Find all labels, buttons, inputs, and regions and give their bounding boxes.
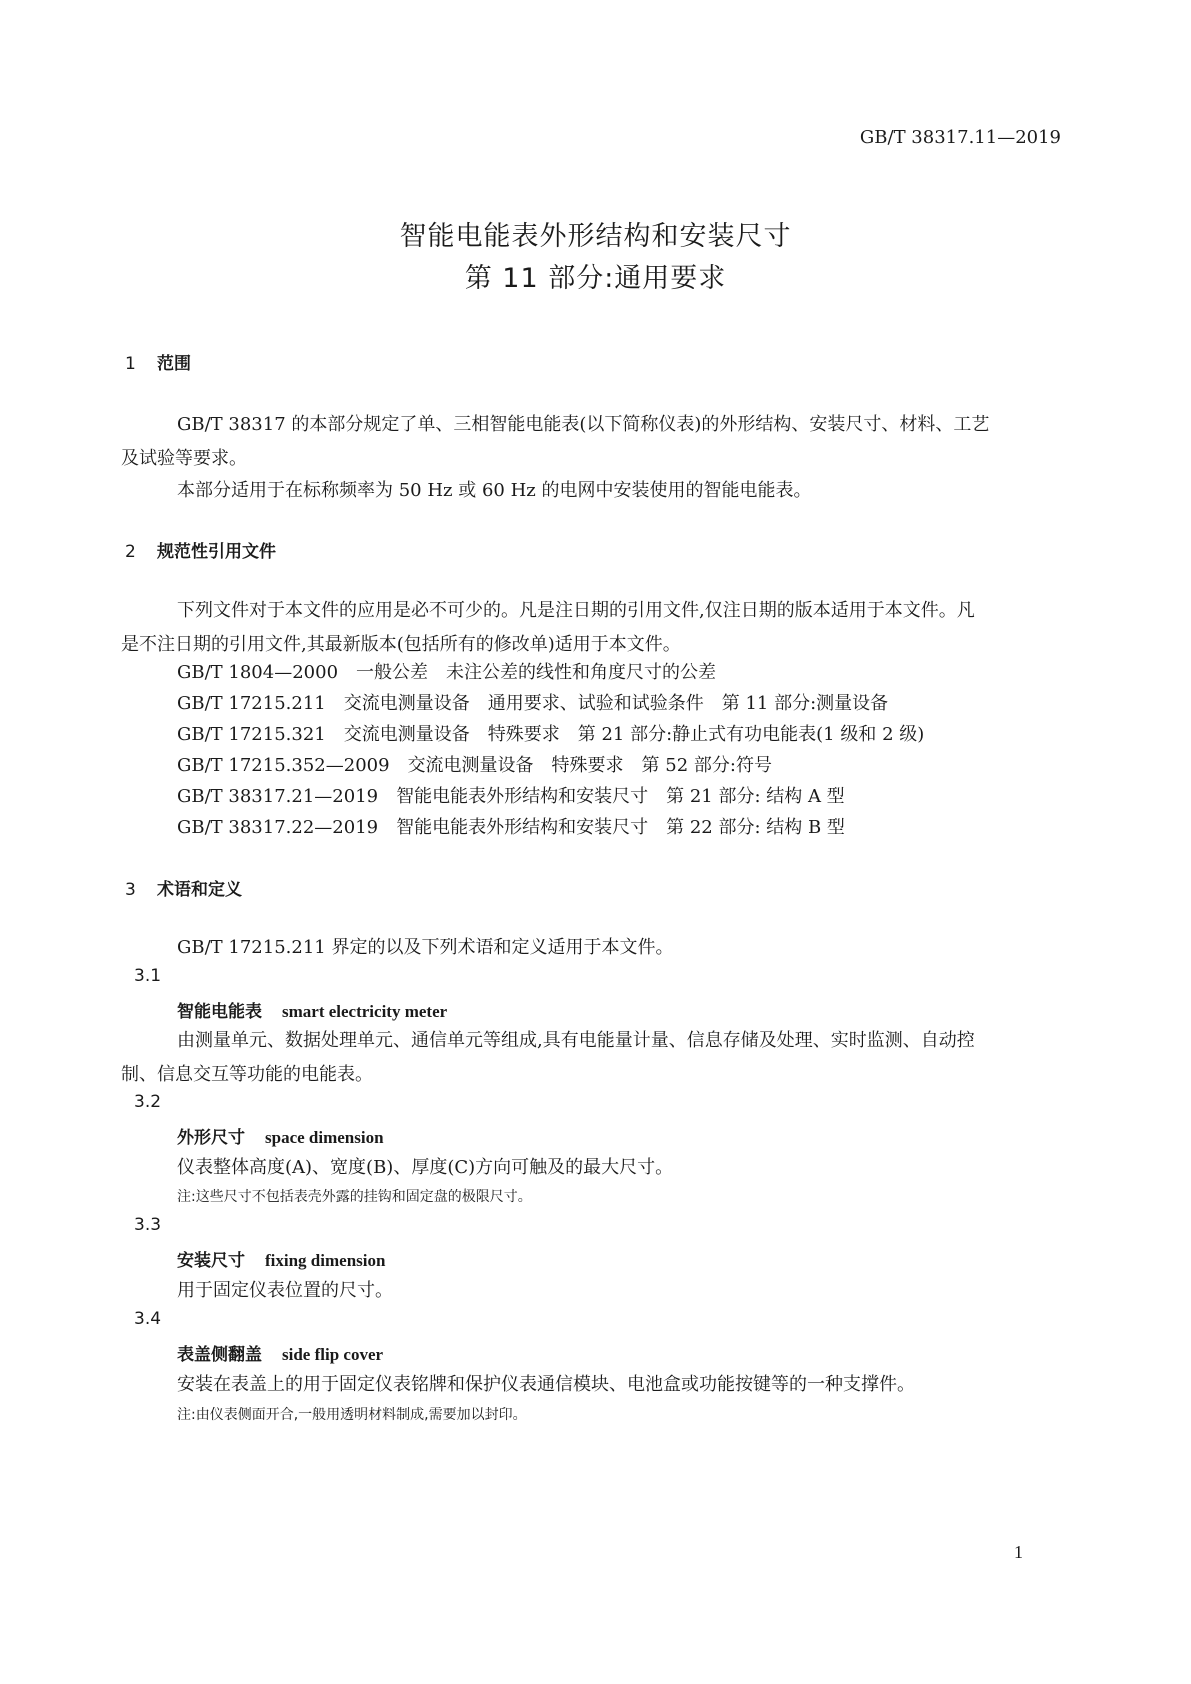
section-title: 术语和定义 [157,880,242,900]
term-number: 3.4 [134,1309,162,1329]
term-definition: 仪表整体高度(A)、宽度(B)、厚度(C)方向可触及的最大尺寸。 [177,1157,674,1178]
reference-item: GB/T 17215.211 交流电测量设备 通用要求、试验和试验条件 第 11 部分:测量设备 [177,693,889,714]
term-number: 3.2 [134,1092,162,1112]
term-note: 注:由仪表侧面开合,一般用透明材料制成,需要加以封印。 [177,1407,527,1423]
section-3-paragraph-1: GB/T 17215.211 界定的以及下列术语和定义适用于本文件。 [177,937,674,958]
term-heading [177,1123,384,1148]
term-en: smart electricity meter [282,1002,448,1021]
section-3-heading [125,875,242,900]
section-title: 规范性引用文件 [157,542,276,562]
section-1-heading [125,349,191,374]
term-en: space dimension [265,1128,384,1147]
term-heading [177,997,447,1022]
term-en: fixing dimension [265,1251,386,1270]
term-definition: 安装在表盖上的用于固定仪表铭牌和保护仪表通信模块、电池盒或功能按键等的一种支撑件。 [177,1374,915,1395]
term-note: 注:这些尺寸不包括表壳外露的挂钩和固定盘的极限尺寸。 [177,1189,532,1205]
term-zh: 外形尺寸 [177,1128,245,1148]
section-2-paragraph-1: 下列文件对于本文件的应用是必不可少的。凡是注日期的引用文件,仅注日期的版本适用于本文件。凡是不注日期的引用文件,其最新版本(包括所有的修改单)适用于本文件。 [121,600,975,655]
reference-item: GB/T 17215.321 交流电测量设备 特殊要求 第 21 部分:静止式有功电能表(1 级和 2 级) [177,724,925,745]
term-heading [177,1246,385,1271]
term-heading [177,1340,383,1365]
term-definition: 用于固定仪表位置的尺寸。 [177,1280,393,1301]
section-number: 2 [125,542,136,562]
term-definition: 由测量单元、数据处理单元、通信单元等组成,具有电能量计量、信息存储及处理、实时监测、自动控制、信息交互等功能的电能表。 [121,1030,975,1085]
page-number: 1 [1014,1542,1023,1562]
reference-item: GB/T 38317.21—2019 智能电能表外形结构和安装尺寸 第 21 部分: 结构 A 型 [177,786,845,807]
section-1-paragraph-1: GB/T 38317 的本部分规定了单、三相智能电能表(以下简称仪表)的外形结构、安装尺寸、材料、工艺及试验等要求。 [121,414,990,469]
section-number: 3 [125,880,136,900]
section-number: 1 [125,354,136,374]
term-zh: 智能电能表 [177,1002,262,1022]
term-number: 3.3 [134,1215,162,1235]
document-title: 智能电能表外形结构和安装尺寸 [399,221,792,252]
term-en: side flip cover [282,1345,384,1364]
reference-item: GB/T 1804—2000 一般公差 未注公差的线性和角度尺寸的公差 [177,662,717,683]
term-number: 3.1 [134,966,162,986]
standard-number: GB/T 38317.11—2019 [859,127,1061,148]
section-2-heading [125,537,276,562]
term-zh: 安装尺寸 [177,1251,245,1271]
section-1-paragraph-2: 本部分适用于在标称频率为 50 Hz 或 60 Hz 的电网中安装使用的智能电能表。 [177,480,812,501]
term-zh: 表盖侧翻盖 [177,1345,262,1365]
section-title: 范围 [157,354,191,374]
document-subtitle: 第 11 部分:通用要求 [464,263,727,294]
reference-item: GB/T 38317.22—2019 智能电能表外形结构和安装尺寸 第 22 部分: 结构 B 型 [177,817,845,838]
reference-item: GB/T 17215.352—2009 交流电测量设备 特殊要求 第 52 部分:符号 [177,755,772,776]
